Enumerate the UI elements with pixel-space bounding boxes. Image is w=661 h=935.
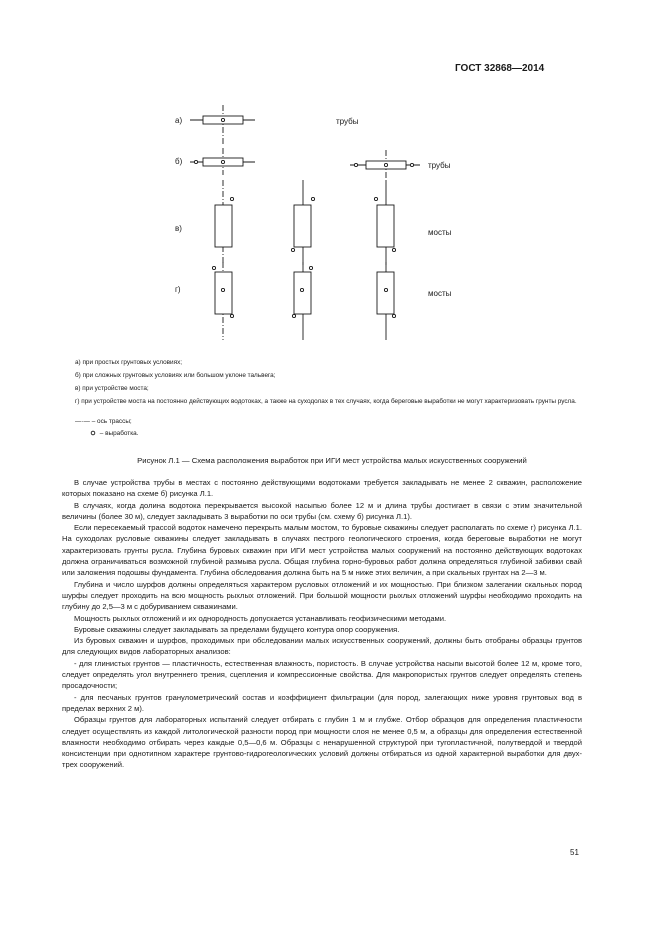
bridge-symbol (377, 205, 394, 247)
label-pipes: трубы (428, 161, 451, 170)
borehole-point (354, 163, 357, 166)
figure-legend (75, 356, 585, 408)
borehole-point (221, 160, 224, 163)
label-bridges: мосты (428, 289, 452, 298)
borehole-point (384, 163, 387, 166)
paragraph: - для песчаных грунтов гранулометрический состав и коэффициент фильтрации (для пород, залегающих ниже уровня грунтовых вод в пределах верхних 2 м). (62, 692, 582, 713)
paragraph: В случае устройства трубы в местах с постоянно действующими водотоками требуется закладывать не менее 2 скважин, расположение которых показано на схеме б) рисунка Л.1. (62, 478, 582, 499)
borehole-point (374, 197, 377, 200)
legend-note: б) при сложных грунтовых условиях или большом уклоне тальвега; (75, 372, 276, 379)
borehole-point (311, 197, 314, 200)
legend-borehole-key: – выработка. (88, 430, 138, 437)
axis-symbol: —·— (75, 418, 90, 425)
borehole-point (392, 314, 395, 317)
legend-note: г) при устройстве моста на постоянно действующих водотоках, а также на суходолах в тех случаях, когда береговые выработки не могут характеризовать грунты русла. (75, 398, 577, 405)
paragraph: Буровые скважины следует закладывать за пределами будущего контура опор сооружения. (74, 624, 400, 634)
borehole-point (291, 248, 294, 251)
row-label-v: в) (175, 224, 182, 233)
borehole-point (292, 314, 295, 317)
document-header: ГОСТ 32868—2014 (455, 63, 545, 74)
borehole-icon (88, 430, 98, 436)
borehole-point (221, 118, 224, 121)
row-label-g: г) (175, 285, 181, 294)
row-label-b: б) (175, 157, 183, 166)
paragraph: Из буровых скважин и шурфов, проходимых при обследовании малых искусственных сооружений, должны быть отобраны образцы грунтов для следующих видов лабораторных анализов: (62, 636, 582, 657)
borehole-point (194, 160, 197, 163)
legend-note: в) при устройстве моста; (75, 385, 149, 392)
bridge-symbol (215, 272, 232, 314)
borehole-layout-diagram (0, 0, 661, 350)
paragraph: Мощность рыхлых отложений и их однородность допускается устанавливать геофизическими методами. (74, 613, 447, 623)
paragraph: Если пересекаемый трассой водоток намечено перекрыть малым мостом, то буровые скважины следует располагать по схеме г) рисунка Л.1. На суходолах русловые скважины следует закладывать в случаях пестрого геологического строения, когда береговые выработки не могут характеризовать грунты русла. Глубина буровых скважин при ИГИ мест устройства малых сооружений на постоянно действующих водотоках должна ограничиваться возможной глубиной размыва русла. Общая глубина горно-буровых работ должна определяться глубиной забивки свай или заложения подошвы фундамента. Глубина обследования должна быть на 5 м ниже этих величин, а при скальных грунтах на 2—3 м. (62, 523, 582, 578)
borehole-point (230, 314, 233, 317)
label-pipes: трубы (336, 117, 359, 126)
bridge-symbol (215, 205, 232, 247)
paragraph: Глубина и число шурфов должны определяться характером русловых отложений и их мощностью. При близком залегании скальных пород шурфы следует проходить на всю мощность рыхлых отложений. При большой мощности рыхлых отложений шурфы необходимо проходить на глубину до 2,5—3 м с добуриванием скважинами. (62, 579, 582, 612)
borehole-point (221, 288, 224, 291)
borehole-point (384, 288, 387, 291)
paragraph: В случаях, когда долина водотока перекрывается высокой насыпью более 12 м и длина трубы достигает в связи с этим значительной величины (более 30 м), следует закладывать 3 выработки по оси трубы (см. схему б) рисунка Л.1). (62, 500, 582, 521)
borehole-point (410, 163, 413, 166)
paragraph: Образцы грунтов для лабораторных испытаний следует отбирать с глубин 1 м и глубже. Отбор образцов для определения пластичности следует осуществлять из каждой литологической разности пород при мощности слоя не менее 0,5 м, а образцы для определения естественной влажности необходимо отбирать через каждые 0,5—0,6 м. Образцы с ненарушенной структурой при тугопластичной, полутвердой и твердой консистенции при однотипном характере грунтово-гидрогеологических условий должны отбираться из одной характерной выработки для двух-трех сооружений. (62, 715, 582, 770)
legend-axis-key: —·— – ось трассы; (75, 418, 132, 425)
page-number: 51 (570, 848, 579, 857)
body-text (62, 477, 582, 771)
label-bridges: мосты (428, 228, 452, 237)
borehole-point (300, 288, 303, 291)
bridge-symbol (377, 272, 394, 314)
borehole-point (309, 266, 312, 269)
borehole-point (212, 266, 215, 269)
borehole-point (230, 197, 233, 200)
legend-note: а) при простых грунтовых условиях; (75, 359, 183, 366)
figure-caption: Рисунок Л.1 — Схема расположения выработок при ИГИ мест устройства малых искусственных сооружений (137, 456, 527, 465)
row-label-a: а) (175, 116, 183, 125)
bridge-symbol (294, 272, 311, 314)
paragraph: - для глинистых грунтов — пластичность, естественная влажность, пористость. В случае устройства насыпи высотой более 12 м, кроме того, следует определять угол внутреннего трения, сцепления и компрессионные свойства. Для макропористых грунтов следует определять степень просадочности; (62, 658, 582, 691)
bridge-symbol (294, 205, 311, 247)
borehole-point (392, 248, 395, 251)
